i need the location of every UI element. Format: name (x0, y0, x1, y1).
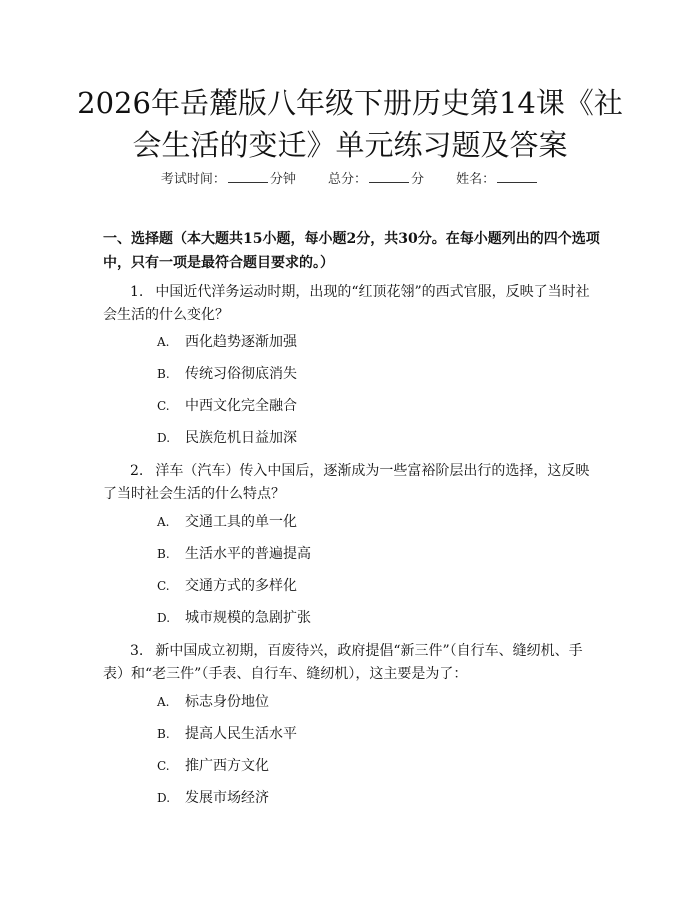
exam-meta (0, 168, 700, 187)
question-3-option-a (157, 692, 269, 712)
option-letter: A. (157, 515, 170, 529)
question-1-option-b (157, 364, 297, 384)
exam-time-blank (228, 170, 268, 183)
question-2-option-b (157, 544, 311, 564)
option-text: 民族危机日益加深 (185, 430, 297, 446)
exam-time-unit: 分钟 (269, 172, 296, 187)
option-text: 提高人民生活水平 (185, 726, 297, 742)
question-1-option-a (157, 332, 297, 352)
option-text: 生活水平的普遍提高 (185, 546, 311, 562)
name-label: 姓名： (456, 172, 496, 187)
question-number: 2. (130, 463, 144, 479)
question-2-option-d (157, 608, 311, 628)
option-letter: D. (157, 791, 171, 805)
total-score-unit: 分 (411, 172, 425, 187)
option-letter: B. (157, 547, 170, 561)
name-field (456, 172, 539, 187)
option-letter: C. (157, 759, 170, 773)
question-text: 洋车（汽车）传入中国后，逐渐成为一些富裕阶层出行的选择，这反映了当时社会生活的什么特点？ (103, 463, 590, 502)
question-2-option-a (157, 512, 297, 532)
question-number: 3. (130, 643, 144, 659)
document-title: 2026年岳麓版八年级下册历史第14课《社会生活的变迁》单元练习题及答案 (77, 86, 623, 162)
total-score-blank (369, 170, 409, 183)
option-letter: B. (157, 367, 170, 381)
option-text: 发展市场经济 (185, 790, 269, 806)
question-3 (103, 640, 600, 686)
option-text: 西化趋势逐渐加强 (185, 334, 297, 350)
option-letter: D. (157, 611, 171, 625)
option-letter: A. (157, 335, 170, 349)
option-text: 标志身份地位 (185, 694, 269, 710)
question-text: 新中国成立初期，百废待兴，政府提倡“新三件”（自行车、缝纫机、手表）和“老三件”（手表、自行车、缝纫机），这主要是为了： (103, 643, 583, 682)
option-letter: B. (157, 727, 170, 741)
question-1-option-d (157, 428, 297, 448)
exam-time-label: 考试时间： (160, 172, 226, 187)
question-number: 1. (130, 284, 144, 300)
option-text: 传统习俗彻底消失 (185, 366, 297, 382)
question-1-option-c (157, 396, 297, 416)
question-2-option-c (157, 576, 297, 596)
question-3-option-d (157, 788, 269, 808)
question-text: 中国近代洋务运动时期，出现的“红顶花翎”的西式官服，反映了当时社会生活的什么变化？ (103, 284, 590, 323)
option-text: 中西文化完全融合 (185, 398, 297, 414)
option-letter: C. (157, 579, 170, 593)
option-text: 城市规模的急剧扩张 (185, 610, 311, 626)
name-blank (497, 170, 537, 183)
question-1 (103, 281, 600, 327)
total-score-label: 总分： (327, 172, 367, 187)
question-2 (103, 460, 600, 506)
total-score-field (328, 172, 424, 187)
option-letter: D. (157, 431, 171, 445)
question-3-option-c (157, 756, 269, 776)
section-heading: 一、选择题（本大题共15小题，每小题2分，共30分。在每小题列出的四个选项中，只有一项是最符合题目要求的。） (103, 231, 600, 271)
option-text: 推广西方文化 (185, 758, 269, 774)
option-letter: C. (157, 399, 170, 413)
exam-time-field (161, 172, 296, 187)
option-text: 交通方式的多样化 (185, 578, 297, 594)
option-text: 交通工具的单一化 (185, 514, 297, 530)
question-3-option-b (157, 724, 297, 744)
option-letter: A. (157, 695, 170, 709)
